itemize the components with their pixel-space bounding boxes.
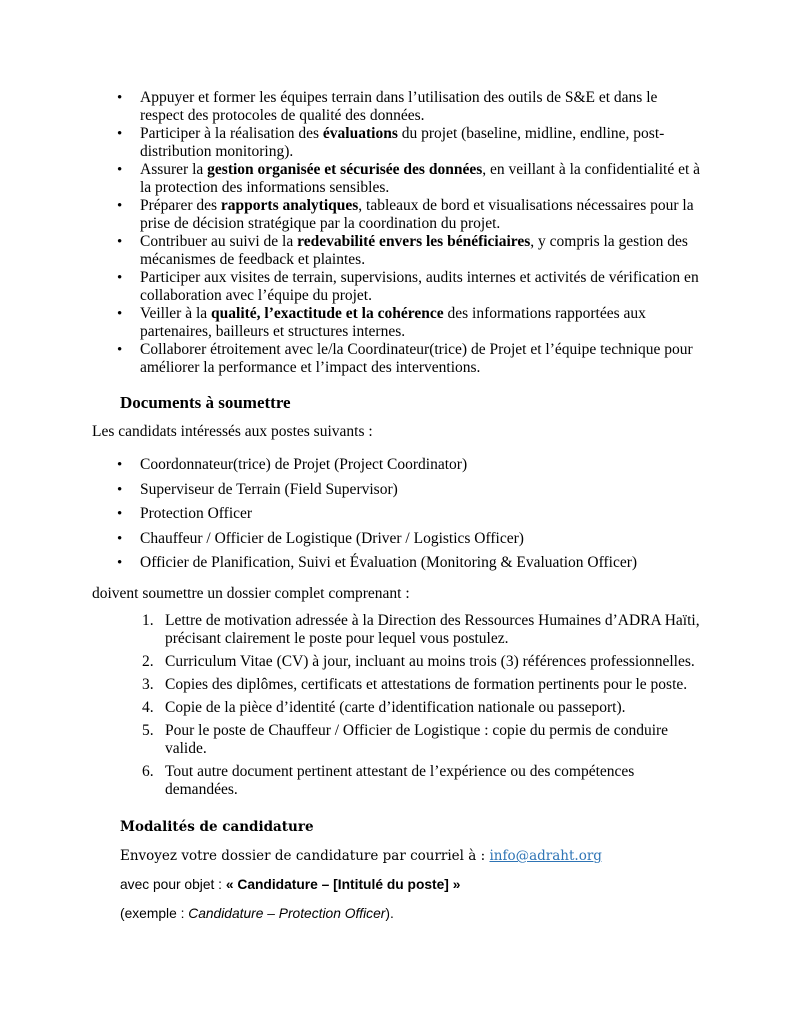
text-run: , tableaux de bord et visualisations nécessaires pour la prise de décision stratégique par la coordination du projet. bbox=[140, 197, 694, 232]
list-item bbox=[92, 763, 705, 799]
list-item bbox=[92, 722, 705, 758]
text-run: Curriculum Vitae (CV) à jour, incluant au moins trois (3) références professionnelles. bbox=[165, 653, 695, 670]
example-prefix: (exemple : bbox=[120, 906, 189, 921]
text-run: Lettre de motivation adressée à la Direction des Ressources Humaines d’ADRA Haïti, précisant clairement le poste pour lequel vous postulez. bbox=[165, 612, 700, 647]
list-item bbox=[92, 89, 705, 125]
example-suffix: ). bbox=[385, 906, 394, 921]
text-run: Copie de la pièce d’identité (carte d’identification nationale ou passeport). bbox=[165, 699, 626, 716]
text-run: Contribuer au suivi de la bbox=[140, 233, 298, 250]
text-run: rapports analytiques bbox=[220, 197, 359, 214]
modalites-heading: Modalités de candidature bbox=[120, 819, 314, 835]
text-run: Appuyer et former les équipes terrain dans l’utilisation des outils de S&E et dans le respect des protocoles de qualité des données. bbox=[140, 89, 658, 124]
text-run: Tout autre document pertinent attestant de l’expérience ou des compétences demandées. bbox=[165, 763, 635, 798]
dossier-items-list bbox=[92, 612, 705, 799]
list-item bbox=[92, 233, 705, 269]
list-item bbox=[92, 530, 705, 548]
list-item bbox=[92, 481, 705, 499]
responsibilities-list bbox=[92, 89, 705, 377]
list-item bbox=[92, 612, 705, 648]
list-item bbox=[92, 456, 705, 474]
list-item bbox=[92, 653, 705, 671]
email-link[interactable]: info@adraht.org bbox=[489, 848, 602, 864]
list-item bbox=[92, 505, 705, 523]
text-run: Pour le poste de Chauffeur / Officier de Logistique : copie du permis de conduire valide. bbox=[165, 722, 669, 757]
list-item bbox=[92, 699, 705, 717]
text-run: Officier de Planification, Suivi et Évaluation (Monitoring & Evaluation Officer) bbox=[140, 554, 638, 571]
text-run: Coordonnateur(trice) de Projet (Project Coordinator) bbox=[140, 456, 468, 473]
text-run: Préparer des bbox=[140, 197, 221, 214]
text-run: qualité, l’exactitude et la cohérence bbox=[211, 305, 444, 322]
dossier-intro: doivent soumettre un dossier complet comprenant : bbox=[92, 585, 410, 602]
list-item bbox=[92, 676, 705, 694]
section-heading-documents-a-soumettre: Documents à soumettre bbox=[120, 393, 291, 412]
text-run: du projet (baseline, midline, endline, post-distribution monitoring). bbox=[140, 125, 665, 160]
text-run: évaluations bbox=[322, 125, 398, 142]
subject-bold-text: « Candidature – [Intitulé du poste] » bbox=[225, 877, 461, 892]
text-run: des informations rapportées aux partenaires, bailleurs et structures internes. bbox=[140, 305, 646, 340]
text-run: Copies des diplômes, certificats et attestations de formation pertinents pour le poste. bbox=[165, 676, 688, 693]
list-item bbox=[92, 305, 705, 341]
text-run: gestion organisée et sécurisée des données bbox=[207, 161, 483, 178]
text-run: Protection Officer bbox=[140, 505, 253, 522]
positions-list bbox=[92, 456, 705, 572]
text-run: Chauffeur / Officier de Logistique (Driver / Logistics Officer) bbox=[140, 529, 524, 547]
email-line bbox=[120, 847, 705, 865]
text-run: Superviseur de Terrain (Field Supervisor) bbox=[140, 480, 398, 498]
text-run: Collaborer étroitement avec le/la Coordinateur(trice) de Projet et l’équipe technique pour améliorer la performance et l’impact des interventions. bbox=[140, 341, 693, 376]
example-italic-text: Candidature – Protection Officer bbox=[188, 906, 386, 921]
email-line-prefix: Envoyez votre dossier de candidature par courriel à : bbox=[120, 848, 490, 864]
subject-line bbox=[120, 876, 705, 894]
text-run: Veiller à la bbox=[140, 305, 212, 322]
list-item bbox=[92, 161, 705, 197]
text-run: , en veillant à la confidentialité et à la protection des informations sensibles. bbox=[140, 161, 701, 196]
list-item bbox=[92, 341, 705, 377]
list-item bbox=[92, 554, 705, 572]
list-item bbox=[92, 269, 705, 305]
text-run: redevabilité envers les bénéficiaires bbox=[297, 233, 531, 250]
list-item bbox=[92, 197, 705, 233]
text-run: Assurer la bbox=[140, 161, 208, 178]
subject-prefix: avec pour objet : bbox=[120, 877, 226, 892]
text-run: Participer aux visites de terrain, supervisions, audits internes et activités de vérification en collaboration avec l’équipe du projet. bbox=[140, 269, 699, 304]
example-line bbox=[120, 905, 705, 923]
text-run: Participer à la réalisation des bbox=[140, 125, 323, 142]
list-item bbox=[92, 125, 705, 161]
text-run: , y compris la gestion des mécanismes de feedback et plaintes. bbox=[140, 233, 688, 268]
modalites-section bbox=[120, 819, 705, 923]
positions-intro: Les candidats intéressés aux postes suivants : bbox=[92, 423, 373, 440]
